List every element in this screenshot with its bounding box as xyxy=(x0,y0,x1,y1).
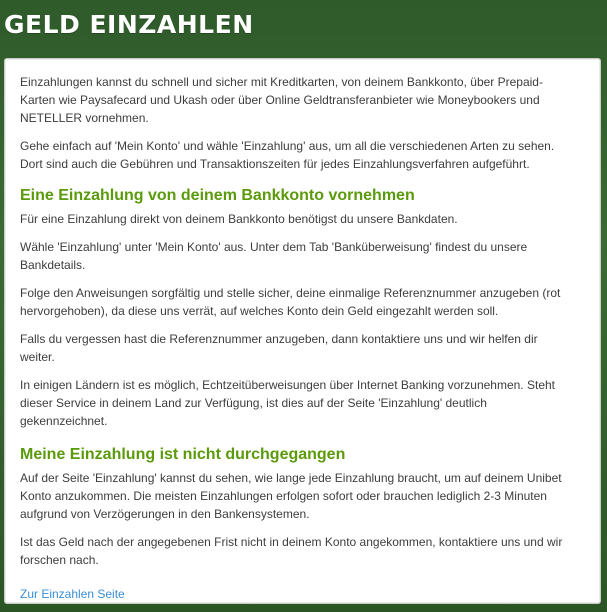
bank-paragraph-select-deposit: Wähle 'Einzahlung' unter 'Mein Konto' aus. Unter dem Tab 'Banküberweisung' findest du unsere Bankdetails. xyxy=(20,240,528,272)
failed-paragraph-processing-time: Auf der Seite 'Einzahlung' kannst du sehen, wie lange jede Einzahlung braucht, um auf deinem Unibet Konto anzukommen. Die meisten Einzahlungen erfolgen sofort oder brauchen lediglich 2-3 Minuten aufgrund von Verzögerungen in den Bankensystemen. xyxy=(20,471,562,521)
bank-paragraph-reference-number: Folge den Anweisungen sorgfältig und stelle sicher, deine einmalige Referenznummer anzugeben (rot hervorgehoben), da diese uns verrät, auf welches Konto dein Geld eingezahlt werden soll. xyxy=(20,286,561,318)
page-title: GELD EINZAHLEN xyxy=(4,10,254,39)
bank-paragraph-bank-details: Für eine Einzahlung direkt von deinem Bankkonto benötigst du unsere Bankdaten. xyxy=(20,212,458,226)
page-header xyxy=(0,0,607,52)
intro-paragraph-payment-methods: Einzahlungen kannst du schnell und sicher mit Kreditkarten, von deinem Bankkonto, über Prepaid-Karten wie Paysafecard und Ukash oder über Online Geldtransferanbieter wie Moneybookers und NETELLER vornehmen. xyxy=(20,75,543,125)
article-content xyxy=(20,73,575,603)
heading-deposit-failed: Meine Einzahlung ist nicht durchgegangen xyxy=(20,446,346,463)
bank-paragraph-realtime-transfer: In einigen Ländern ist es möglich, Echtzeitüberweisungen über Internet Banking vorzunehmen. Steht dieser Service in deinem Land zur Verfügung, ist dies auf der Seite 'Einzahlung' deutlich gekennzeichnet. xyxy=(20,378,555,428)
deposit-page-link[interactable]: Zur Einzahlen Seite xyxy=(20,587,125,601)
bank-paragraph-forgot-reference: Falls du vergessen hast die Referenznummer anzugeben, dann kontaktiere uns und wir helfen dir weiter. xyxy=(20,332,538,364)
content-panel xyxy=(4,58,601,604)
failed-paragraph-contact-us: Ist das Geld nach der angegebenen Frist nicht in deinem Konto angekommen, kontaktiere uns und wir forschen nach. xyxy=(20,535,563,567)
heading-bank-deposit: Eine Einzahlung von deinem Bankkonto vornehmen xyxy=(20,187,415,204)
intro-paragraph-my-account: Gehe einfach auf 'Mein Konto' und wähle 'Einzahlung' aus, um all die verschiedenen Arten zu sehen. Dort sind auch die Gebühren und Transaktionszeiten für jedes Einzahlungsverfahren aufgeführt. xyxy=(20,139,555,171)
